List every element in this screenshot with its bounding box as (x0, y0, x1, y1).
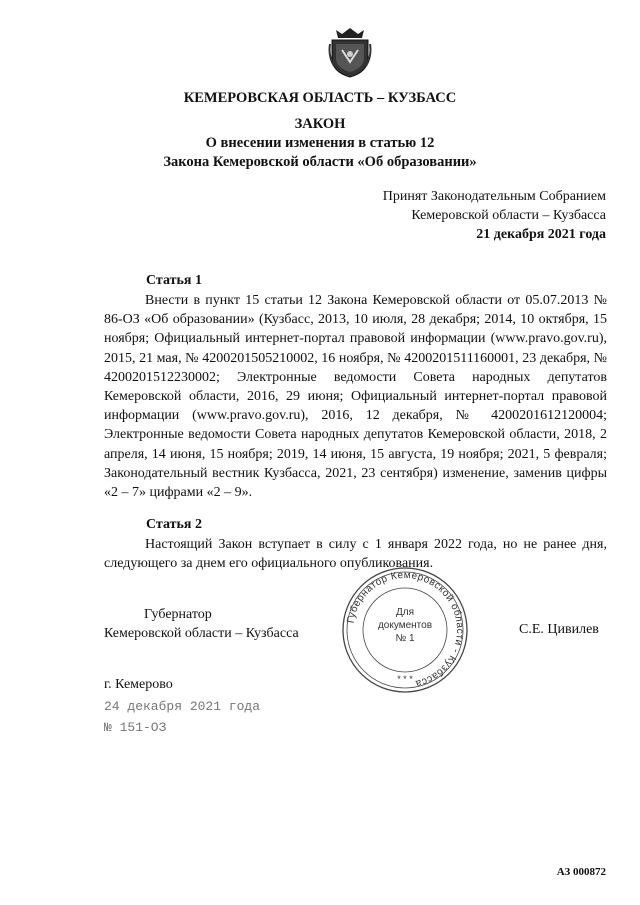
adoption-date: 21 декабря 2021 года (476, 227, 606, 242)
title-line-2: Закона Кемеровской области «Об образовании» (163, 154, 477, 170)
registration-date: 24 декабря 2021 года (104, 699, 261, 714)
article-2-text: Настоящий Закон вступает в силу с 1 января 2022 года, но не ранее дня, следующего за днем его официального опубликования. (104, 537, 607, 572)
region-heading: КЕМЕРОВСКАЯ ОБЛАСТЬ – КУЗБАСС (183, 90, 457, 106)
seal-ring-text: Губернатор Кемеровской области - Кузбасса (345, 569, 466, 689)
seal-center-line-2: документов (377, 620, 433, 631)
seal-stars: * * * (397, 674, 413, 684)
signatory-title (104, 605, 299, 643)
document-type: ЗАКОН (294, 116, 346, 132)
article-1-text: Внести в пункт 15 статьи 12 Закона Кемеровской области от 05.07.2013 № 86-ОЗ «Об образовании» (Кузбасс, 2013, 10 июля, 28 декабря; 2014, 10 октября, 15 ноября; Официальный интернет-портал правовой информации (www.pravo.gov.ru), 2015, 21 мая, № 4200201505210002, 16 ноября, № 4200201511160001, 23 декабря, № 4200201512230002; Электронные ведомости Совета народных депутатов Кемеровской области, 2016, 29 июня; Официальный интернет-портал правовой информации (www.pravo.gov.ru), 2016, 12 декабря, № 4200201612120004; Электронные ведомости Совета народных депутатов Кемеровской области, 2018, 2 апреля, 14 июня, 15 ноября; 2019, 14 июня, 15 августа, 19 ноября; 2021, 5 февраля; Законодательный вестник Кузбасса, 2021, 23 сентября) изменение, заменив цифры «2 – 7» цифрами «2 – 9». (104, 293, 607, 501)
adoption-block (383, 187, 606, 244)
title-line-1: О внесении изменения в статью 12 (205, 135, 435, 151)
document-title (0, 134, 640, 172)
article-2-heading: Статья 2 (146, 517, 202, 532)
place-of-signing: г. Кемерово (104, 677, 173, 692)
form-serial-number: АЗ 000872 (556, 866, 606, 878)
signatory-name: С.Е. Цивилев (519, 622, 599, 637)
signatory-title-line-1: Губернатор (144, 607, 212, 622)
adoption-line-1: Принят Законодательным Собранием (382, 189, 606, 204)
seal-center-line-1: Для (395, 607, 415, 618)
coat-of-arms-emblem (328, 26, 372, 78)
signatory-title-line-2: Кемеровской области – Кузбасса (104, 626, 299, 641)
registration-number: № 151-ОЗ (104, 720, 167, 735)
official-seal (340, 565, 470, 695)
seal-center-line-3: № 1 (395, 633, 415, 644)
adoption-line-2: Кемеровской области – Кузбасса (411, 208, 606, 223)
article-1-heading: Статья 1 (146, 273, 202, 288)
